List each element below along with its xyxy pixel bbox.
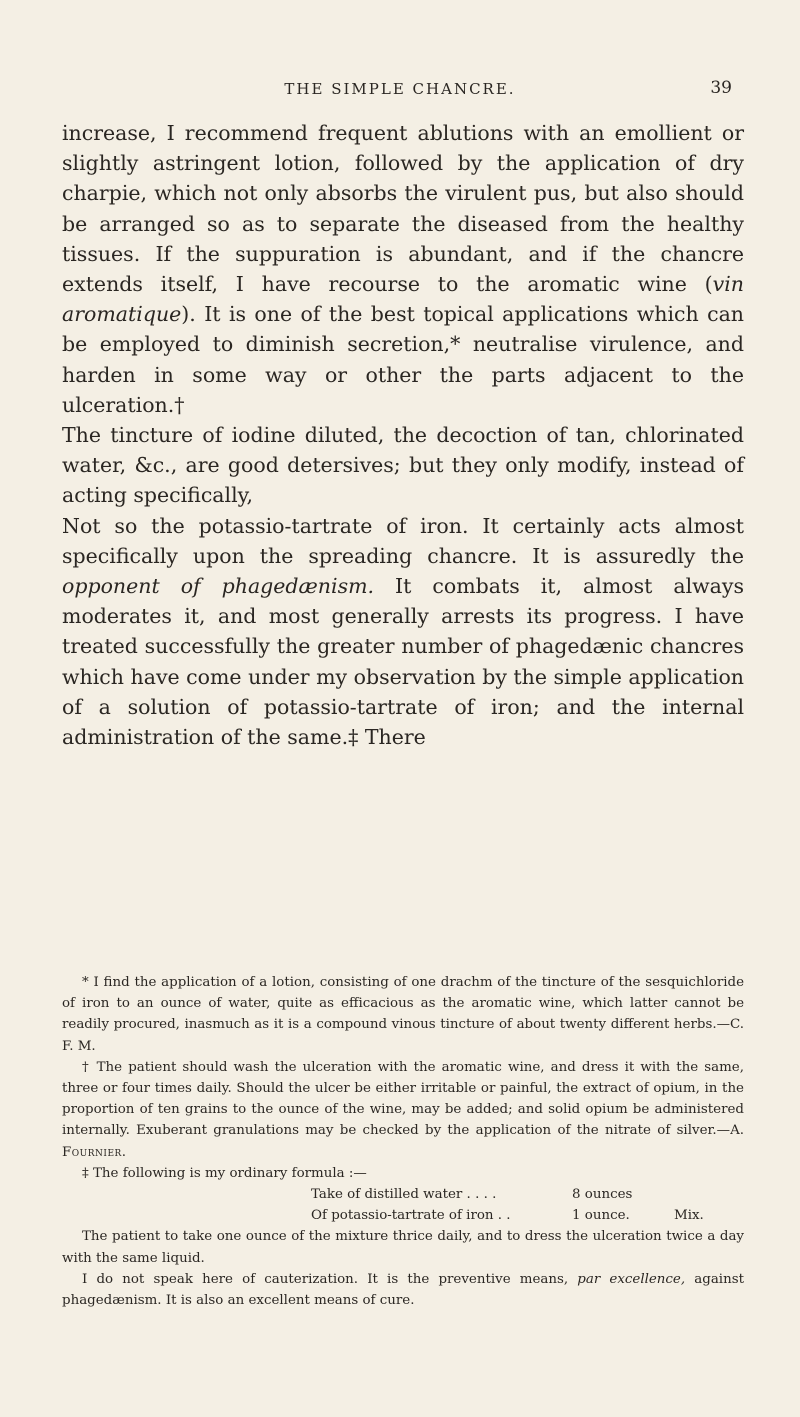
p3-text-a: Not so the potassio-tartrate of iron. It certainly acts almost specifically upon the spreading chancre. It is assuredly the: [62, 513, 744, 568]
formula-instruction: Mix.: [674, 1208, 704, 1224]
p3-text-b: It combats it, almost always moderates it, and most generally arrests its progress. I have treated successfully the greater number of phagedænic chancres which have come under my observation by the simple application of a solution of potassio-tartrate of iron; and the internal administration of the same.‡ There: [62, 574, 745, 750]
paragraph-2: The tincture of iodine diluted, the decoction of tan, chlorinated water, &c., are good detersives; but they only modify, instead of acting specifically,: [62, 423, 744, 508]
p1-text-b: ). It is one of the best topical applications which can be employed to diminish secretion,* neutralise virulence, and harden in some way or other the parts adjacent to the ulceration.†: [62, 302, 744, 417]
note-text-a: I do not speak here of cauterization. It is the preventive means,: [82, 1271, 578, 1287]
main-text: [62, 118, 744, 752]
formula-directions: The patient to take one ounce of the mixture thrice daily, and to dress the ulceration twice a day with the same liquid.: [62, 1229, 744, 1266]
footnotes: [62, 972, 744, 1311]
formula-quantity-1: 8 ounces: [572, 1187, 633, 1203]
cauterization-note: [62, 1269, 744, 1311]
p1-text-a: increase, I recommend frequent ablutions with an emollient or slightly astringent lotion, followed by the application of dry charpie, which not only absorbs the virulent pus, but also should be arranged so as to separate the diseased from the healthy tissues. If the suppuration is abundant, and if the chancre extends itself, I have recourse to the aromatic wine (: [62, 121, 744, 297]
formula-row-2: [62, 1205, 744, 1226]
formula-ingredient-2: Of potassio-tartrate of iron . .: [311, 1208, 511, 1224]
p3-italic: opponent of phagedænism.: [62, 574, 375, 599]
formula-ingredient-1: Take of distilled water . . . .: [311, 1187, 497, 1203]
formula-quantity-2: 1 ounce.: [572, 1208, 630, 1224]
p1-italic: vin aromatique: [62, 272, 744, 327]
paragraph-3: [62, 511, 744, 753]
running-title: THE SIMPLE CHANCRE.: [284, 80, 516, 98]
footnote-1: * I find the application of a lotion, consisting of one drachm of the tincture of the sesquichloride of iron to an ounce of water, quite as efficacious as the aromatic wine, which latter cannot be readily procured, inasmuch as it is a compound vinous tincture of about twenty different herbs.—C. F. M.: [62, 975, 744, 1054]
note-italic: par excellence,: [577, 1271, 686, 1287]
note-text-b: against phagedænism. It is also an excellent means of cure.: [62, 1271, 744, 1309]
page-number: 39: [710, 78, 732, 98]
fn2-author: Fournier.: [62, 1144, 127, 1160]
paragraph-1: [62, 118, 744, 420]
formula-row-1: [62, 1184, 744, 1205]
footnote-2: [62, 1057, 744, 1163]
footnote-3-intro: ‡ The following is my ordinary formula :—: [82, 1165, 367, 1181]
fn2-text: † The patient should wash the ulceration with the aromatic wine, and dress it with the same, three or four times daily. Should the ulcer be either irritable or painful, the extract of opium, in the proportion of ten grains to the ounce of the wine, may be added; and solid opium be administered internally. Exuberant granulations may be checked by the application of the nitrate of silver.—A.: [62, 1059, 744, 1139]
